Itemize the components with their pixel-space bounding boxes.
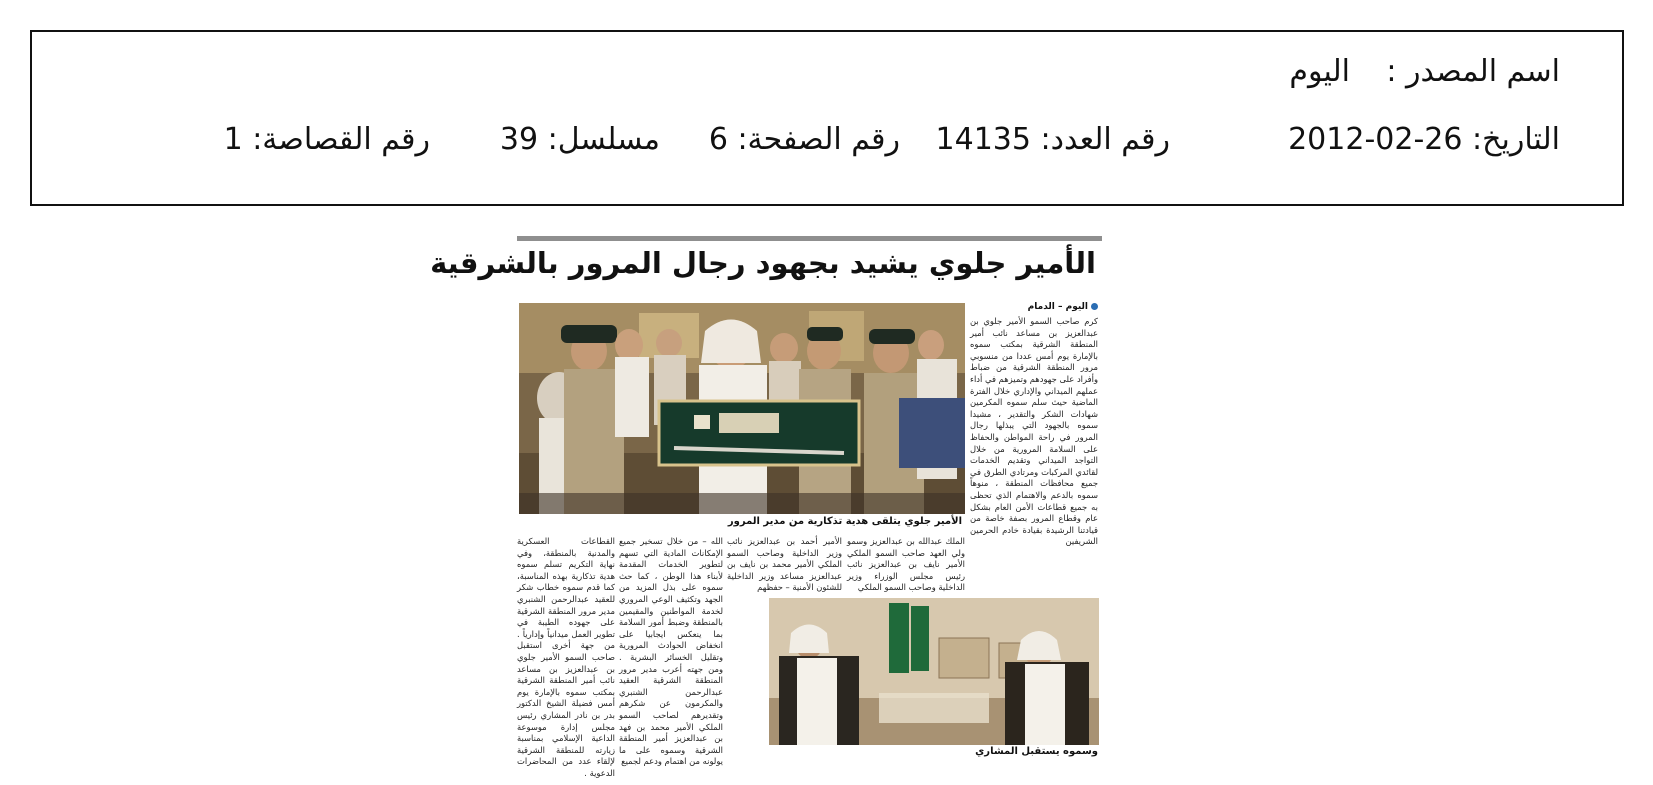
- article-headline: الأمير جلوي يشيد بجهود رجال المرور بالشرقية: [430, 246, 1096, 280]
- newspaper-clipping: [430, 236, 1102, 778]
- serial-field: مسلسل: 39: [499, 122, 660, 157]
- meta-row: [220, 122, 1560, 162]
- ceremony-photo-illustration: [519, 303, 965, 514]
- source-row: [1140, 54, 1560, 94]
- main-photo-caption: الأمير جلوي يتلقى هدية تذكارية من مدير المرور: [727, 516, 962, 527]
- clip-number-field: رقم القصاصة: 1: [223, 122, 430, 157]
- second-photo-caption: وسموه يستقبل المشاري: [975, 746, 1098, 757]
- top-rule: [517, 236, 1102, 241]
- article-column-c: الله – من خلال تسخير جميع الإمكانات المادية التي تسهم لتطوير الخدمات المقدمة لأبناء هذا الوطن ، كما حث سموه على بذل المزيد من الجهد وتكثيف الوعي المروري لخدمة المواطنين والمقيمين بالمنطقة وضبط أمور السلامة بما ينعكس ايجابيا على انخفاض الحوادث المرورية وتقليل الخسائر البشرية . ومن جهته أعرب مدير مرور المنطقة الشرقية العقيد عبدالرحمن الشنبري والمكرمون عن شكرهم وتقديرهم لصاحب السمو الملكي الأمير محمد بن فهد بن عبدالعزيز أمير المنطقة الشرقية وسموه على ما يولونه من اهتمام ودعم لجميع: [619, 536, 723, 767]
- issue-field: رقم العدد: 14135: [935, 122, 1170, 157]
- article-column-d: القطاعات العسكرية والمدنية بالمنطقة، وفي نهاية التكريم تسلم سموه هدية تذكارية بهذه المناسبة، كما قدم سموه خطاب شكر للعقيد عبدالرحمن الشنبري مدير مرور المنطقة الشرقية على جهوده الطيبة في تطوير العمل ميدانياً وإدارياً . من جهة أخرى استقبل صاحب السمو الأمير جلوي بن عبدالعزيز بن مساعد نائب أمير المنطقة الشرقية بمكتب سموه بالإمارة يوم أمس فضيلة الشيخ الدكتور بدر بن نادر المشاري رئيس مجلس إدارة موسوعة الداعية الإسلامي بمناسبة زيارته للمنطقة الشرقية لإلقاء عدد من المحاضرات الدعوية .: [517, 536, 615, 778]
- second-photo: [769, 598, 1099, 745]
- byline-dot-icon: [1091, 303, 1098, 310]
- source-info-box: [30, 30, 1624, 206]
- main-photo: [519, 303, 965, 514]
- article-byline: [1028, 302, 1098, 312]
- page-field: رقم الصفحة: 6: [708, 122, 900, 157]
- reception-photo-illustration: [769, 598, 1099, 745]
- source-value: اليوم: [1289, 54, 1350, 89]
- article-column-a: الملك عبدالله بن عبدالعزيز وسمو ولي العهد صاحب السمو الملكي الأمير نايف بن عبدالعزيز نائب رئيس مجلس الوزراء وزير الداخلية وصاحب السمو الملكي: [847, 536, 965, 593]
- date-field: التاريخ: 26-02-2012: [1288, 122, 1560, 157]
- article-column-b: الأمير أحمد بن عبدالعزيز نائب وزير الداخلية وصاحب السمو الملكي الأمير محمد بن نايف بن عبدالعزيز مساعد وزير الداخلية للشئون الأمنية – حفظهم: [727, 536, 842, 593]
- source-label: اسم المصدر :: [1386, 54, 1560, 89]
- article-column-intro: كرم صاحب السمو الأمير جلوي بن عبدالعزيز بن مساعد نائب أمير المنطقة الشرقية بمكتب سموه بالإمارة يوم أمس عددا من منسوبي مرور المنطقة الشرقية من ضباط وأفراد على جهودهم وتميزهم في أداء عملهم الميداني والإداري خلال الفترة الماضية حيث سلم سموه المكرمين شهادات الشكر والتقدير ، مشيدا سموه بالجهود التي يبذلها رجال المرور في راحة المواطن والحفاظ على السلامة المرورية من خلال التواجد الميداني وتقديم الخدمات لقائدي المركبات ومرتادي الطرق في جميع محافظات المنطقة ، منوهاً سموه بالدعم والاهتمام الذي تحظى به جميع قطاعات الأمن العام بشكل عام وقطاع المرور بصفة خاصة من قيادتنا الرشيدة بقيادة خادم الحرمين الشريفين: [970, 316, 1098, 547]
- byline-text: اليوم – الدمام: [1027, 302, 1088, 312]
